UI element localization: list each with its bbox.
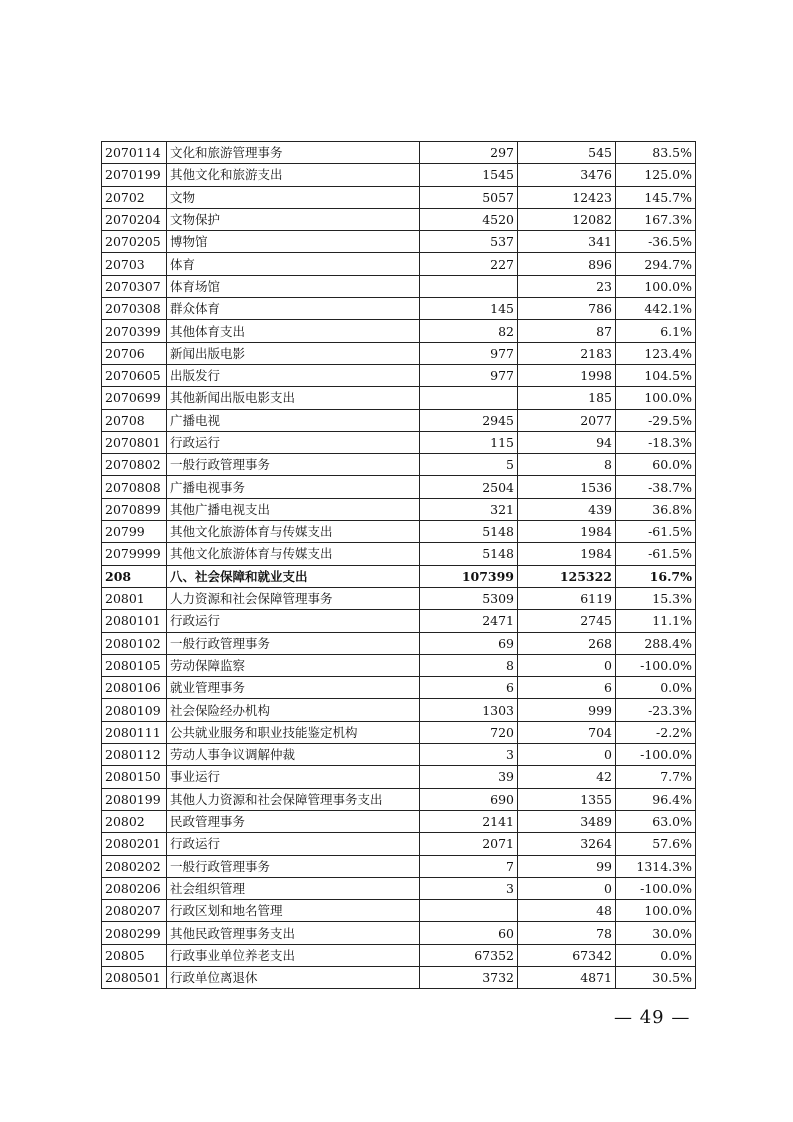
budget-expenditure-table — [101, 141, 696, 989]
row-name-cell: 劳动人事争议调解仲裁 — [167, 744, 420, 766]
table-row — [102, 632, 696, 654]
row-prev-value-cell: 60 — [420, 922, 518, 944]
row-code-cell: 2070605 — [102, 364, 167, 386]
row-curr-value-cell: 87 — [518, 320, 616, 342]
row-prev-value-cell: 2471 — [420, 610, 518, 632]
row-name-cell: 新闻出版电影 — [167, 342, 420, 364]
row-change-percent-cell: 60.0% — [616, 454, 696, 476]
row-curr-value-cell: 4871 — [518, 966, 616, 988]
row-name-cell: 就业管理事务 — [167, 677, 420, 699]
row-change-percent-cell: -23.3% — [616, 699, 696, 721]
row-prev-value-cell: 107399 — [420, 565, 518, 587]
row-name-cell: 民政管理事务 — [167, 810, 420, 832]
table-row — [102, 788, 696, 810]
row-prev-value-cell: 67352 — [420, 944, 518, 966]
row-code-cell: 2080112 — [102, 744, 167, 766]
table-row — [102, 186, 696, 208]
row-name-cell: 一般行政管理事务 — [167, 454, 420, 476]
row-prev-value-cell: 5309 — [420, 587, 518, 609]
table-row — [102, 565, 696, 587]
table-row — [102, 855, 696, 877]
row-prev-value-cell: 977 — [420, 342, 518, 364]
row-code-cell: 20703 — [102, 253, 167, 275]
row-code-cell: 2080202 — [102, 855, 167, 877]
row-change-percent-cell: 63.0% — [616, 810, 696, 832]
row-change-percent-cell: 6.1% — [616, 320, 696, 342]
row-code-cell: 2080201 — [102, 833, 167, 855]
row-name-cell: 其他体育支出 — [167, 320, 420, 342]
row-name-cell: 群众体育 — [167, 298, 420, 320]
row-prev-value-cell: 690 — [420, 788, 518, 810]
row-prev-value-cell: 3732 — [420, 966, 518, 988]
table-row — [102, 476, 696, 498]
row-code-cell: 2070199 — [102, 164, 167, 186]
row-code-cell: 20702 — [102, 186, 167, 208]
row-prev-value-cell: 2945 — [420, 409, 518, 431]
row-prev-value-cell: 5148 — [420, 521, 518, 543]
row-curr-value-cell: 786 — [518, 298, 616, 320]
row-curr-value-cell: 268 — [518, 632, 616, 654]
row-name-cell: 行政运行 — [167, 610, 420, 632]
table-row — [102, 498, 696, 520]
row-curr-value-cell: 545 — [518, 142, 616, 164]
table-row — [102, 275, 696, 297]
table-row — [102, 387, 696, 409]
row-change-percent-cell: 104.5% — [616, 364, 696, 386]
row-name-cell: 其他文化旅游体育与传媒支出 — [167, 543, 420, 565]
row-name-cell: 劳动保障监察 — [167, 654, 420, 676]
row-name-cell: 体育场馆 — [167, 275, 420, 297]
row-name-cell: 文物 — [167, 186, 420, 208]
row-prev-value-cell: 321 — [420, 498, 518, 520]
table-row — [102, 744, 696, 766]
row-change-percent-cell: 96.4% — [616, 788, 696, 810]
row-name-cell: 其他广播电视支出 — [167, 498, 420, 520]
row-curr-value-cell: 185 — [518, 387, 616, 409]
row-code-cell: 2070307 — [102, 275, 167, 297]
row-code-cell: 2070802 — [102, 454, 167, 476]
row-name-cell: 一般行政管理事务 — [167, 632, 420, 654]
row-change-percent-cell: -2.2% — [616, 721, 696, 743]
row-change-percent-cell: -61.5% — [616, 543, 696, 565]
row-curr-value-cell: 6 — [518, 677, 616, 699]
row-name-cell: 广播电视事务 — [167, 476, 420, 498]
row-code-cell: 2080111 — [102, 721, 167, 743]
row-change-percent-cell: 30.5% — [616, 966, 696, 988]
row-prev-value-cell — [420, 275, 518, 297]
row-prev-value-cell: 2071 — [420, 833, 518, 855]
row-change-percent-cell: 1314.3% — [616, 855, 696, 877]
row-prev-value-cell: 82 — [420, 320, 518, 342]
row-name-cell: 一般行政管理事务 — [167, 855, 420, 877]
row-name-cell: 文化和旅游管理事务 — [167, 142, 420, 164]
row-name-cell: 事业运行 — [167, 766, 420, 788]
row-change-percent-cell: -61.5% — [616, 521, 696, 543]
row-curr-value-cell: 2183 — [518, 342, 616, 364]
row-code-cell: 2070205 — [102, 231, 167, 253]
row-prev-value-cell: 720 — [420, 721, 518, 743]
row-code-cell: 20805 — [102, 944, 167, 966]
row-prev-value-cell: 4520 — [420, 208, 518, 230]
row-code-cell: 2080199 — [102, 788, 167, 810]
row-curr-value-cell: 8 — [518, 454, 616, 476]
row-curr-value-cell: 12082 — [518, 208, 616, 230]
row-curr-value-cell: 704 — [518, 721, 616, 743]
row-prev-value-cell: 5057 — [420, 186, 518, 208]
row-change-percent-cell: 57.6% — [616, 833, 696, 855]
table-row — [102, 364, 696, 386]
row-curr-value-cell: 12423 — [518, 186, 616, 208]
row-change-percent-cell: 15.3% — [616, 587, 696, 609]
row-change-percent-cell: 100.0% — [616, 387, 696, 409]
row-prev-value-cell: 5 — [420, 454, 518, 476]
table-row — [102, 610, 696, 632]
row-change-percent-cell: 167.3% — [616, 208, 696, 230]
row-prev-value-cell: 7 — [420, 855, 518, 877]
row-curr-value-cell: 78 — [518, 922, 616, 944]
row-code-cell: 2080105 — [102, 654, 167, 676]
row-change-percent-cell: 288.4% — [616, 632, 696, 654]
row-change-percent-cell: 100.0% — [616, 275, 696, 297]
row-curr-value-cell: 999 — [518, 699, 616, 721]
row-change-percent-cell: 16.7% — [616, 565, 696, 587]
row-prev-value-cell: 8 — [420, 654, 518, 676]
table-row — [102, 342, 696, 364]
row-curr-value-cell: 94 — [518, 431, 616, 453]
row-curr-value-cell: 439 — [518, 498, 616, 520]
row-name-cell: 文物保护 — [167, 208, 420, 230]
row-change-percent-cell: -100.0% — [616, 654, 696, 676]
table-row — [102, 766, 696, 788]
row-prev-value-cell: 1303 — [420, 699, 518, 721]
row-change-percent-cell: 36.8% — [616, 498, 696, 520]
row-prev-value-cell: 5148 — [420, 543, 518, 565]
table-row — [102, 654, 696, 676]
row-change-percent-cell: -29.5% — [616, 409, 696, 431]
row-curr-value-cell: 48 — [518, 900, 616, 922]
row-code-cell: 2070399 — [102, 320, 167, 342]
row-name-cell: 行政事业单位养老支出 — [167, 944, 420, 966]
row-name-cell: 其他文化和旅游支出 — [167, 164, 420, 186]
table-row — [102, 944, 696, 966]
row-change-percent-cell: 11.1% — [616, 610, 696, 632]
table-row — [102, 320, 696, 342]
table-row — [102, 431, 696, 453]
row-code-cell: 2070808 — [102, 476, 167, 498]
row-curr-value-cell: 0 — [518, 654, 616, 676]
row-change-percent-cell: 125.0% — [616, 164, 696, 186]
row-curr-value-cell: 1984 — [518, 543, 616, 565]
row-change-percent-cell: -18.3% — [616, 431, 696, 453]
row-change-percent-cell: -36.5% — [616, 231, 696, 253]
row-name-cell: 社会组织管理 — [167, 877, 420, 899]
row-name-cell: 博物馆 — [167, 231, 420, 253]
row-name-cell: 出版发行 — [167, 364, 420, 386]
row-curr-value-cell: 1536 — [518, 476, 616, 498]
row-prev-value-cell — [420, 900, 518, 922]
row-prev-value-cell: 145 — [420, 298, 518, 320]
row-change-percent-cell: 0.0% — [616, 677, 696, 699]
row-change-percent-cell: -100.0% — [616, 744, 696, 766]
row-curr-value-cell: 2745 — [518, 610, 616, 632]
row-prev-value-cell: 297 — [420, 142, 518, 164]
row-prev-value-cell: 227 — [420, 253, 518, 275]
table-row — [102, 877, 696, 899]
row-code-cell: 2070204 — [102, 208, 167, 230]
row-curr-value-cell: 0 — [518, 877, 616, 899]
row-code-cell: 2070699 — [102, 387, 167, 409]
row-prev-value-cell: 3 — [420, 877, 518, 899]
row-curr-value-cell: 42 — [518, 766, 616, 788]
row-change-percent-cell: 442.1% — [616, 298, 696, 320]
row-code-cell: 2070801 — [102, 431, 167, 453]
row-curr-value-cell: 2077 — [518, 409, 616, 431]
row-change-percent-cell: 0.0% — [616, 944, 696, 966]
row-code-cell: 2080106 — [102, 677, 167, 699]
row-code-cell: 2080101 — [102, 610, 167, 632]
row-code-cell: 2080109 — [102, 699, 167, 721]
row-curr-value-cell: 1984 — [518, 521, 616, 543]
row-change-percent-cell: 83.5% — [616, 142, 696, 164]
row-code-cell: 2080150 — [102, 766, 167, 788]
row-curr-value-cell: 67342 — [518, 944, 616, 966]
table-row — [102, 231, 696, 253]
row-name-cell: 其他文化旅游体育与传媒支出 — [167, 521, 420, 543]
table-row — [102, 966, 696, 988]
row-change-percent-cell: 30.0% — [616, 922, 696, 944]
row-name-cell: 行政区划和地名管理 — [167, 900, 420, 922]
row-code-cell: 2080206 — [102, 877, 167, 899]
row-prev-value-cell: 1545 — [420, 164, 518, 186]
table-row — [102, 833, 696, 855]
table-row — [102, 521, 696, 543]
row-change-percent-cell: -100.0% — [616, 877, 696, 899]
row-prev-value-cell — [420, 387, 518, 409]
table-row — [102, 298, 696, 320]
row-name-cell: 人力资源和社会保障管理事务 — [167, 587, 420, 609]
row-code-cell: 20801 — [102, 587, 167, 609]
table-row — [102, 677, 696, 699]
row-curr-value-cell: 1355 — [518, 788, 616, 810]
table-row — [102, 543, 696, 565]
row-curr-value-cell: 6119 — [518, 587, 616, 609]
row-change-percent-cell: 123.4% — [616, 342, 696, 364]
row-name-cell: 行政运行 — [167, 833, 420, 855]
row-change-percent-cell: 145.7% — [616, 186, 696, 208]
table-row — [102, 721, 696, 743]
row-code-cell: 208 — [102, 565, 167, 587]
row-prev-value-cell: 39 — [420, 766, 518, 788]
row-code-cell: 2080501 — [102, 966, 167, 988]
row-code-cell: 2079999 — [102, 543, 167, 565]
table-row — [102, 142, 696, 164]
row-code-cell: 2080207 — [102, 900, 167, 922]
row-curr-value-cell: 125322 — [518, 565, 616, 587]
row-name-cell: 体育 — [167, 253, 420, 275]
table-row — [102, 454, 696, 476]
row-prev-value-cell: 115 — [420, 431, 518, 453]
row-prev-value-cell: 537 — [420, 231, 518, 253]
row-code-cell: 2080102 — [102, 632, 167, 654]
table-row — [102, 208, 696, 230]
row-curr-value-cell: 99 — [518, 855, 616, 877]
row-prev-value-cell: 69 — [420, 632, 518, 654]
table-row — [102, 164, 696, 186]
row-name-cell: 其他民政管理事务支出 — [167, 922, 420, 944]
row-name-cell: 行政运行 — [167, 431, 420, 453]
row-name-cell: 其他人力资源和社会保障管理事务支出 — [167, 788, 420, 810]
row-prev-value-cell: 2141 — [420, 810, 518, 832]
row-curr-value-cell: 0 — [518, 744, 616, 766]
row-change-percent-cell: 294.7% — [616, 253, 696, 275]
row-prev-value-cell: 6 — [420, 677, 518, 699]
row-name-cell: 行政单位离退休 — [167, 966, 420, 988]
row-code-cell: 2080299 — [102, 922, 167, 944]
row-curr-value-cell: 3476 — [518, 164, 616, 186]
table-row — [102, 900, 696, 922]
row-name-cell: 八、社会保障和就业支出 — [167, 565, 420, 587]
row-curr-value-cell: 1998 — [518, 364, 616, 386]
row-name-cell: 其他新闻出版电影支出 — [167, 387, 420, 409]
row-code-cell: 2070308 — [102, 298, 167, 320]
table-row — [102, 253, 696, 275]
table-row — [102, 810, 696, 832]
row-prev-value-cell: 3 — [420, 744, 518, 766]
page-number: — 49 — — [614, 1007, 691, 1028]
row-change-percent-cell: 100.0% — [616, 900, 696, 922]
row-code-cell: 2070114 — [102, 142, 167, 164]
row-code-cell: 2070899 — [102, 498, 167, 520]
row-curr-value-cell: 341 — [518, 231, 616, 253]
row-code-cell: 20708 — [102, 409, 167, 431]
row-curr-value-cell: 23 — [518, 275, 616, 297]
row-name-cell: 广播电视 — [167, 409, 420, 431]
row-code-cell: 20802 — [102, 810, 167, 832]
row-curr-value-cell: 896 — [518, 253, 616, 275]
row-prev-value-cell: 977 — [420, 364, 518, 386]
row-code-cell: 20799 — [102, 521, 167, 543]
row-change-percent-cell: -38.7% — [616, 476, 696, 498]
row-curr-value-cell: 3264 — [518, 833, 616, 855]
row-prev-value-cell: 2504 — [420, 476, 518, 498]
row-change-percent-cell: 7.7% — [616, 766, 696, 788]
row-name-cell: 社会保险经办机构 — [167, 699, 420, 721]
table-body — [102, 142, 696, 989]
table-row — [102, 699, 696, 721]
row-curr-value-cell: 3489 — [518, 810, 616, 832]
row-name-cell: 公共就业服务和职业技能鉴定机构 — [167, 721, 420, 743]
row-code-cell: 20706 — [102, 342, 167, 364]
table-row — [102, 409, 696, 431]
table-row — [102, 922, 696, 944]
table-row — [102, 587, 696, 609]
